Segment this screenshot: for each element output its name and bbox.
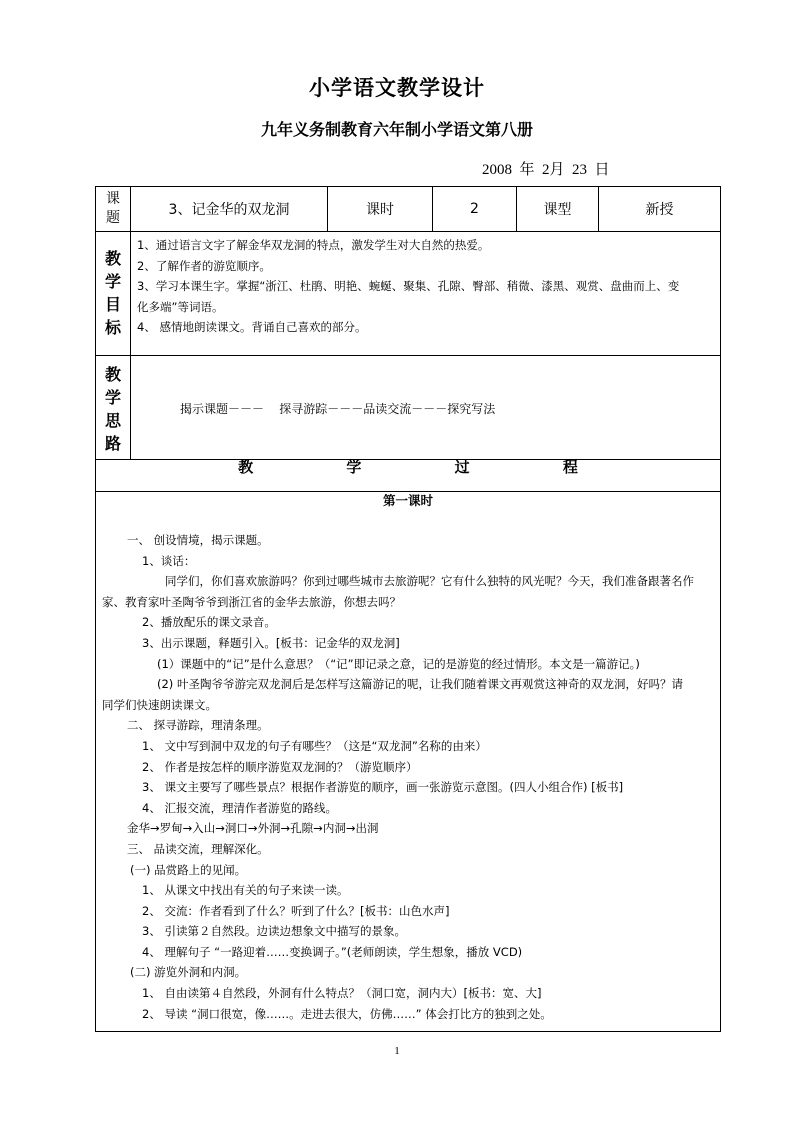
content-line: 2、 交流：作者看到了什么？听到了什么？[板书：山色水声] xyxy=(142,903,450,918)
objectives-label-char: 目 xyxy=(104,295,121,314)
topic-label-char: 课 xyxy=(106,191,120,207)
content-line: 同学们，你们喜欢旅游吗？你到过哪些城市去旅游呢？它有什么独特的风光呢？今天，我们准备跟著名作 xyxy=(165,574,694,589)
content-line: 4、 理解句子 “一路迎着……变换调子。”(老师朗读，学生想象，播放 VCD) xyxy=(142,944,523,959)
content-line: 金华→罗甸→入山→洞口→外洞→孔隙→内洞→出洞 xyxy=(127,821,379,836)
content-line: (2) 叶圣陶爷爷游完双龙洞后是怎样写这篇游记的呢，让我们随着课文再观赏这神奇的双龙洞，好吗？请 xyxy=(157,677,683,692)
objective-line: 化多端”等词语。 xyxy=(137,299,224,314)
process-heading-char: 学 xyxy=(346,458,362,476)
content-line: (一) 品赏路上的见闻。 xyxy=(130,862,247,877)
type-label: 课型 xyxy=(543,202,572,218)
content-line: 家、教育家叶圣陶爷爷到浙江省的金华去旅游，你想去吗？ xyxy=(102,594,401,609)
objective-line: 3、学习本课生字。掌握“浙江、杜鹃、明艳、蜿蜒、聚集、孔隙、臀部、稍微、漆黑、观赏、盘曲而上、变 xyxy=(137,279,680,294)
lesson-content xyxy=(102,530,714,1024)
content-line: 2、 作者是按怎样的顺序游览双龙洞的？（游览顺序） xyxy=(142,759,418,774)
objectives-text xyxy=(137,235,717,338)
process-heading-char: 程 xyxy=(562,458,578,476)
topic-label-char: 题 xyxy=(106,210,120,226)
content-line: 2、 导读 “洞口很宽，像……。走进去很大，仿佛……” 体会打比方的独到之处。 xyxy=(142,1006,552,1021)
topic-label xyxy=(96,187,130,231)
first-lesson-heading: 第一课时 xyxy=(382,493,433,508)
approach-text: 揭示课题－－－ 探寻游踪－－－品读交流－－－探究写法 xyxy=(180,402,496,416)
content-line: 1、 从课文中找出有关的句子来读一读。 xyxy=(142,883,349,898)
process-heading-char: 教 xyxy=(238,458,254,476)
objectives-label-char: 标 xyxy=(104,318,121,337)
objective-line: 1、通过语言文字了解金华双龙洞的特点，激发学生对大自然的热爱。 xyxy=(137,238,490,252)
content-line: 二、 探寻游踪，理清条理。 xyxy=(127,718,269,733)
row-divider xyxy=(96,355,720,356)
objective-line: 2、了解作者的游览顺序。 xyxy=(137,258,271,273)
hours-label: 课时 xyxy=(366,202,394,218)
approach-label-char: 路 xyxy=(104,434,121,453)
approach-label-char: 思 xyxy=(104,411,121,430)
content-line: 3、出示课题，释题引入。[板书：记金华的双龙洞] xyxy=(142,635,400,650)
content-line: (1）课题中的“记”是什么意思？（“记”即记录之意，记的是游览的经过情形。本文是一篇游记。) xyxy=(157,656,640,671)
hours-value: 2 xyxy=(470,201,479,217)
objectives-label-char: 学 xyxy=(104,272,121,291)
lesson-plan-table xyxy=(95,186,721,1032)
topic-value: 3、记金华的双龙洞 xyxy=(168,202,290,218)
row-divider xyxy=(96,231,720,232)
content-line: 2、播放配乐的课文录音。 xyxy=(142,615,276,630)
document-title: 小学语文教学设计 xyxy=(309,76,485,100)
process-heading-char: 过 xyxy=(454,458,470,476)
document-subtitle: 九年义务制教育六年制小学语文第八册 xyxy=(260,120,533,139)
content-line: 3、 引读第２自然段。边读边想象文中描写的景象。 xyxy=(142,924,406,939)
approach-label-char: 教 xyxy=(104,365,121,384)
content-line: 1、 文中写到洞中双龙的句子有哪些？（这是“双龙洞”名称的由来） xyxy=(142,738,487,753)
content-line: 1、谈话： xyxy=(142,553,196,568)
content-line: 一、 创设情境，揭示课题。 xyxy=(127,533,269,547)
type-value: 新授 xyxy=(645,202,674,218)
content-line: 3、 课文主要写了哪些景点？根据作者游览的顺序，画一张游览示意图。(四人小组合作) [板书] xyxy=(142,780,624,795)
process-heading xyxy=(96,456,720,477)
content-line: 1、 自由读第４自然段，外洞有什么特点？（洞口宽，洞内大）[板书：宽、大] xyxy=(142,986,542,1001)
page-number: 1 xyxy=(394,1045,400,1057)
content-line: (二) 游览外洞和内洞。 xyxy=(130,965,247,980)
approach-label-char: 学 xyxy=(104,388,121,407)
content-line: 4、 汇报交流，理清作者游览的路线。 xyxy=(142,800,337,815)
objective-line: 4、 感情地朗读课文。背诵自己喜欢的部分。 xyxy=(137,320,367,335)
approach-label xyxy=(96,363,130,455)
objectives-label-char: 教 xyxy=(104,249,121,268)
content-line: 三、 品读交流，理解深化。 xyxy=(127,841,269,856)
objectives-label xyxy=(96,247,130,339)
col-divider xyxy=(130,231,131,459)
document-date: 2008 年 2月 23 日 xyxy=(482,162,610,178)
content-line: 同学们快速朗读课文。 xyxy=(102,697,217,712)
